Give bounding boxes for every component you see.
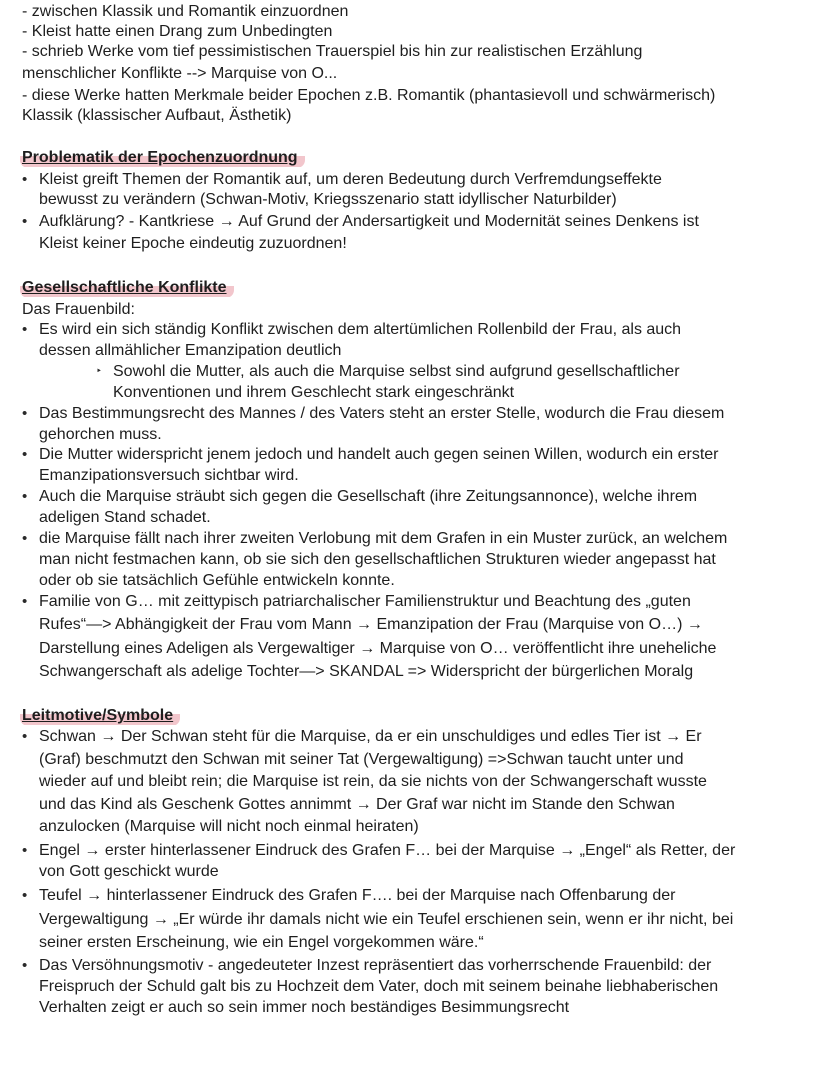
section-subheading: Das Frauenbild: xyxy=(22,301,135,318)
bullet-marker: • xyxy=(22,488,28,505)
bullet-text-line: und das Kind als Geschenk Gottes annimmt → Der Graf war nicht im Stande den Schwan xyxy=(39,796,675,813)
intro-line: - diese Werke hatten Merkmale beider Epochen z.B. Romantik (phantasievoll und schwärmerisch) xyxy=(22,87,716,104)
bullet-marker: • xyxy=(22,887,28,904)
bullet-marker: • xyxy=(22,321,28,338)
bullet-text-line: gehorchen muss. xyxy=(39,426,162,443)
bullet-text-line: Teufel → hinterlassener Eindruck des Grafen F…. bei der Marquise nach Offenbarung der xyxy=(39,887,676,904)
bullet-text-line: Kleist greift Themen der Romantik auf, um deren Bedeutung durch Verfremdungseffekte xyxy=(39,171,662,188)
bullet-text-line: Das Versöhnungsmotiv - angedeuteter Inzest repräsentiert das vorherrschende Frauenbild: der xyxy=(39,957,712,974)
bullet-text-line: Aufklärung? - Kantkriese → Auf Grund der Andersartigkeit und Modernität seines Denkens ist xyxy=(39,213,699,230)
bullet-marker: • xyxy=(22,530,28,547)
bullet-marker: • xyxy=(22,213,28,230)
bullet-text-line: seiner ersten Erscheinung, wie ein Engel vorgekommen wäre.“ xyxy=(39,934,484,951)
bullet-text-line: Das Bestimmungsrecht des Mannes / des Vaters steht an erster Stelle, wodurch die Frau diesem xyxy=(39,405,725,422)
bullet-text-line: adeligen Stand schadet. xyxy=(39,509,211,526)
bullet-text-line: Die Mutter widerspricht jenem jedoch und handelt auch gegen seinen Willen, wodurch ein erster xyxy=(39,446,719,463)
sub-bullet-marker: ‣ xyxy=(96,366,102,377)
bullet-text-line: Sowohl die Mutter, als auch die Marquise selbst sind aufgrund gesellschaftlicher xyxy=(113,363,680,380)
bullet-marker: • xyxy=(22,405,28,422)
intro-line: - schrieb Werke vom tief pessimistischen Trauerspiel bis hin zur realistischen Erzählung xyxy=(22,43,643,60)
bullet-marker: • xyxy=(22,446,28,463)
bullet-text-line: Es wird ein sich ständig Konflikt zwischen dem altertümlichen Rollenbild der Frau, als auch xyxy=(39,321,682,338)
bullet-text-line: Auch die Marquise sträubt sich gegen die Gesellschaft (ihre Zeitungsannonce), welche ihrem xyxy=(39,488,698,505)
bullet-marker: • xyxy=(22,957,28,974)
bullet-text-line: von Gott geschickt wurde xyxy=(39,863,219,880)
bullet-text-line: Schwan → Der Schwan steht für die Marquise, da er ein unschuldiges und edles Tier ist → Er xyxy=(39,728,702,745)
intro-line: Klassik (klassischer Aufbaut, Ästhetik) xyxy=(22,107,292,124)
bullet-text-line: Schwangerschaft als adelige Tochter—> SKANDAL => Widerspricht der bürgerlichen Moralg xyxy=(39,663,694,680)
section-heading: Gesellschaftliche Konflikte xyxy=(20,278,234,298)
bullet-text-line: bewusst zu verändern (Schwan-Motiv, Kriegsszenario statt idyllischer Naturbilder) xyxy=(39,191,617,208)
bullet-text-line: man nicht festmachen kann, ob sie sich den gesellschaftlichen Strukturen wieder angepasst hat xyxy=(39,551,716,568)
bullet-text-line: Emanzipationsversuch sichtbar wird. xyxy=(39,467,299,484)
bullet-text-line: Vergewaltigung → „Er würde ihr damals nicht wie ein Teufel erschienen sein, wenn er ihr nicht, bei xyxy=(39,911,734,928)
intro-line: - zwischen Klassik und Romantik einzuordnen xyxy=(22,3,349,20)
bullet-marker: • xyxy=(22,728,28,745)
bullet-marker: • xyxy=(22,171,28,188)
bullet-text-line: Familie von G… mit zeittypisch patriarchalischer Familienstruktur und Beachtung des „guten xyxy=(39,593,691,610)
section-heading: Leitmotive/Symbole xyxy=(20,706,180,726)
bullet-text-line: dessen allmählicher Emanzipation deutlich xyxy=(39,342,342,359)
bullet-marker: • xyxy=(22,842,28,859)
bullet-text-line: Rufes“—> Abhängigkeit der Frau vom Mann → Emanzipation der Frau (Marquise von O…) → xyxy=(39,616,703,633)
bullet-text-line: Konventionen und ihrem Geschlecht stark eingeschränkt xyxy=(113,384,515,401)
bullet-text-line: Verhalten zeigt er auch so sein immer noch beständiges Besimmungsrecht xyxy=(39,999,570,1016)
bullet-text-line: Freispruch der Schuld galt bis zu Hochzeit dem Vater, doch mit seinem beinahe liebhaberischen xyxy=(39,978,719,995)
bullet-text-line: Darstellung eines Adeligen als Vergewaltiger → Marquise von O… veröffentlicht ihre uneheliche xyxy=(39,640,717,657)
bullet-text-line: anzulocken (Marquise will nicht noch einmal heiraten) xyxy=(39,818,419,835)
bullet-marker: • xyxy=(22,593,28,610)
intro-line: menschlicher Konflikte --> Marquise von O... xyxy=(22,65,338,82)
bullet-text-line: wieder auf und bleibt rein; die Marquise ist rein, da sie nichts von der Schwangerschaft wusste xyxy=(39,773,707,790)
section-heading: Problematik der Epochenzuordnung xyxy=(20,148,305,168)
bullet-text-line: Engel → erster hinterlassener Eindruck des Grafen F… bei der Marquise → „Engel“ als Retter, der xyxy=(39,842,736,859)
bullet-text-line: die Marquise fällt nach ihrer zweiten Verlobung mit dem Grafen in ein Muster zurück, an welchem xyxy=(39,530,728,547)
bullet-text-line: (Graf) beschmutzt den Schwan mit seiner Tat (Vergewaltigung) =>Schwan taucht unter und xyxy=(39,751,684,768)
bullet-text-line: Kleist keiner Epoche eindeutig zuzuordnen! xyxy=(39,235,347,252)
intro-line: - Kleist hatte einen Drang zum Unbedingten xyxy=(22,23,333,40)
bullet-text-line: oder ob sie tatsächlich Gefühle entwickeln konnte. xyxy=(39,572,395,589)
